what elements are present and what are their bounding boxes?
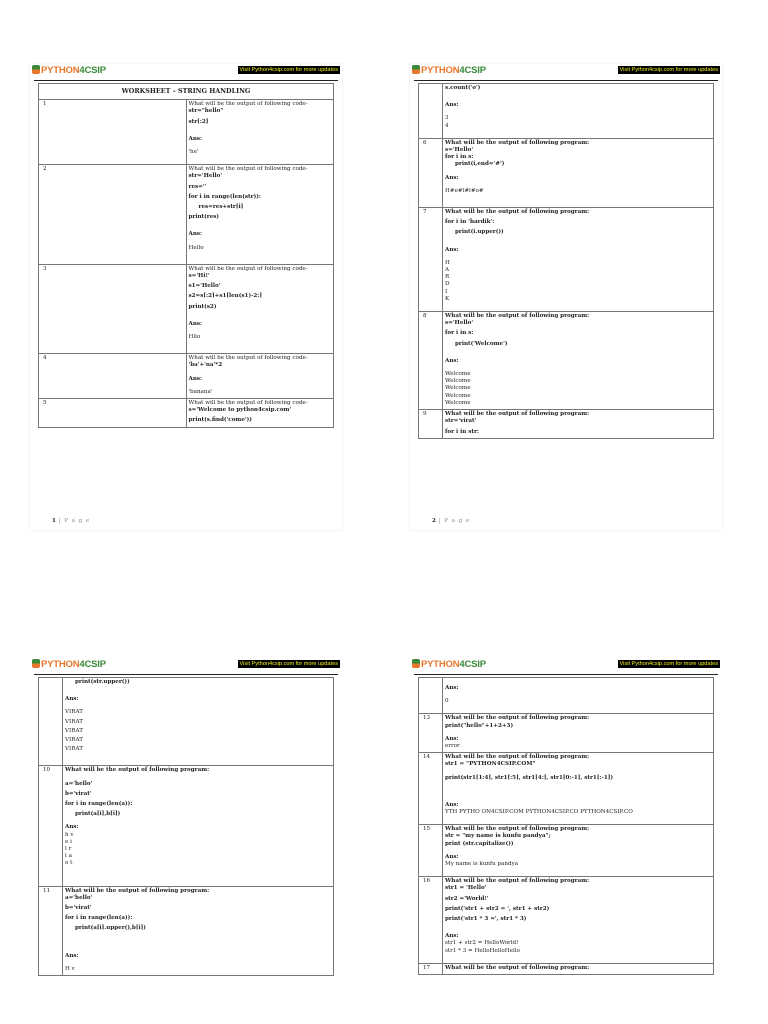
question-prompt: What will be the output of following program: [65,887,210,894]
code-line: for i in s: [445,154,474,161]
code-line: str1 = 'Hello' [445,885,487,892]
question-number: 8 [419,312,443,410]
code-line: print(i.upper()) [455,229,504,236]
code-line: print(a[i],b[i]) [75,811,121,818]
question-prompt: What will be the output of following program: [445,715,590,722]
question-prompt: What will be the output of following program: [445,754,590,761]
question-prompt: What will be the output of following code- [188,101,308,108]
code-line: for i in range(len(str)): [188,193,261,200]
code-line: a='hello' [65,894,93,901]
question-row [39,886,334,975]
answer-line: Welcome [445,385,471,392]
question-body [186,354,334,399]
answer-line: str1 * 3 = HelloHelloHello [445,947,520,954]
python4csip-logo: PYTHON4CSIP [412,65,486,76]
code-line: for i in str: [445,428,479,435]
question-prompt: What will be the output of following program: [445,878,590,885]
code-line: s='Hello' [445,147,474,154]
answer-text: My name is kunfu pandya [445,861,519,868]
question-body [443,877,714,964]
question-body [443,753,714,825]
answer-line: D [445,281,450,288]
question-row [39,100,334,165]
answer-label: Ans: [188,135,203,142]
code-line: print(s2) [188,303,217,310]
question-body [443,312,714,410]
python4csip-logo: PYTHON4CSIP [32,659,106,670]
worksheet-page-2 [410,64,722,530]
answer-text: H#e#l#l#o# [445,187,484,194]
answer-line: VIRAT [65,737,83,744]
question-body [443,963,714,974]
answer-line: Welcome [445,392,471,399]
question-table [418,83,714,439]
question-row [39,678,334,766]
code-line: s1='Hello' [188,283,221,290]
answer-label: Ans: [445,933,459,940]
question-row [419,208,714,312]
answer-line: o t [65,860,73,867]
answer-label: Ans: [445,853,459,860]
question-number: 3 [39,264,187,353]
python-logo-icon [32,659,40,668]
question-body [63,678,334,766]
answer-text: YTH PYTHO ON4CSIP.COM PYTHON4CSIP.CO PYTHON4CSIP.CO [445,809,633,816]
code-line: print(str.upper()) [75,679,130,685]
code-line: str2 ='World!' [445,895,489,902]
question-number: 17 [419,963,443,974]
answer-line: A [445,267,450,274]
worksheet-title: WORKSHEET – STRING HANDLING [39,84,334,100]
answer-line: R [445,274,450,281]
question-number: 4 [39,354,187,399]
answer-text: 3 [445,115,449,122]
question-row [39,354,334,399]
answer-label: Ans: [445,174,459,181]
question-number: 1 [39,100,187,165]
code-line: a='hello' [65,780,93,787]
question-row [419,84,714,139]
code-line: for i in range(len(a)): [65,801,133,808]
code-line: s2=s[:2]+s1[len(s1)-2:] [188,293,263,300]
python-logo-icon [412,65,420,74]
code-line: for i in s: [445,330,474,337]
code-line: print (str.capitalize()) [445,840,514,847]
answer-label: Ans: [445,735,459,742]
question-prompt: What will be the output of following program: [445,209,590,216]
answer-text: Hilo [188,334,201,341]
question-number: 2 [39,165,187,265]
code-line: print('str1 + str2 = ', str1 + str2) [445,905,550,912]
question-table [38,83,334,428]
answer-label: Ans: [188,320,203,327]
question-row [419,753,714,825]
answer-line: l r [65,846,72,853]
python4csip-logo: PYTHON4CSIP [32,65,106,76]
question-prompt: What will be the output of following code- [188,265,308,272]
question-row [39,264,334,353]
question-prompt: What will be the output of following code- [188,166,308,173]
answer-line: VIRAT [65,718,83,725]
python-logo-icon [412,659,420,668]
answer-label: Ans: [445,246,459,253]
question-row [419,714,714,753]
code-line: s='Hi!' [188,273,210,280]
code-line: str = "my name is kunfu pandya"; [445,833,551,840]
question-number: 5 [39,399,187,428]
website-banner[interactable]: Visit Python4csip.com for more updates [619,661,718,667]
question-prompt: What will be the output of following code- [188,400,308,407]
answer-line: I [445,288,448,295]
answer-line: VIRAT [65,727,83,734]
question-prompt: What will be the output of following code- [188,355,308,362]
page-footer: 1 | P a g e [52,518,91,524]
question-row [419,410,714,439]
answer-line: K [445,295,450,302]
question-number: 6 [419,138,443,207]
code-line: s.count('o') [445,85,481,91]
question-number: 13 [419,714,443,753]
question-body [443,678,714,714]
code-line: s='Hello' [445,320,474,327]
answer-text: 4 [445,122,449,129]
code-line: str1 = "PYTHON4CSIP.COM" [445,761,536,768]
code-line: str="hello" [188,108,224,115]
question-number: 9 [419,410,443,439]
website-banner[interactable]: Visit Python4csip.com for more updates [239,661,338,667]
question-number: 7 [419,208,443,312]
page-header [414,64,718,81]
answer-line: Welcome [445,399,471,406]
question-row [419,825,714,877]
question-body [443,825,714,877]
answer-text: 0 [445,698,449,705]
answer-label: Ans: [445,102,459,109]
code-line: res=res+str[i] [198,204,244,211]
answer-label: Ans: [188,231,203,238]
answer-line: str1 + str2 = HelloWorld! [445,940,519,947]
code-line: s='Welcome to python4csip.com' [188,407,292,414]
question-number: 11 [39,886,63,975]
code-line: print(a[i].upper(),b[i]) [75,925,146,932]
question-prompt: What will be the output of following program: [445,411,590,418]
question-row [419,678,714,714]
answer-text: 'banana' [188,388,213,395]
code-line: print('str1 * 3 =', str1 * 3) [445,916,527,923]
code-line: str='virat' [445,418,477,425]
question-row [419,312,714,410]
question-number: 15 [419,825,443,877]
question-row [39,766,334,886]
worksheet-page-4 [410,658,722,1024]
code-line: print(res) [188,214,220,221]
question-prompt: What will be the output of following program: [445,964,590,971]
question-body [443,138,714,207]
answer-label: Ans: [445,801,459,808]
code-line: b='virat' [65,905,92,912]
answer-line: h v [65,831,74,838]
question-prompt: What will be the output of following program: [65,767,210,774]
page-footer: 2 | P a g e [432,518,471,524]
code-line: print(str1[1:4], str1[:5], str1[4:], str1[0:-1], str1[:-1]) [445,774,614,781]
code-line: print(i,end='#') [455,161,505,168]
answer-text: error [445,743,460,750]
question-number: 14 [419,753,443,825]
answer-line: VIRAT [65,709,83,716]
code-line: for i in range(len(a)): [65,915,133,922]
code-line: b='virat' [65,790,92,797]
page-header [414,658,718,675]
question-body [186,100,334,165]
question-prompt: What will be the output of following program: [445,826,590,833]
answer-line: l a [65,853,72,860]
code-line: res='' [188,183,207,190]
question-row [419,963,714,974]
answer-text: 'he' [188,149,199,156]
question-table [418,677,714,975]
page-header [34,658,338,675]
question-prompt: What will be the output of following program: [445,139,590,146]
code-line: str[:2] [188,118,209,125]
question-number: 10 [39,766,63,886]
website-banner[interactable]: Visit Python4csip.com for more updates [619,67,718,73]
python4csip-logo: PYTHON4CSIP [412,659,486,670]
answer-label: Ans: [65,824,79,831]
answer-label: Ans: [188,375,203,382]
question-body [186,264,334,353]
answer-line: Welcome [445,378,471,385]
answer-label: Ans: [445,685,459,691]
question-body [186,165,334,265]
code-line: for i in 'hardik': [445,219,495,226]
answer-line: H v [65,965,75,972]
worksheet-page-1 [30,64,342,530]
answer-line: e i [65,838,72,845]
website-banner[interactable]: Visit Python4csip.com for more updates [239,67,338,73]
question-body [63,886,334,975]
answer-label: Ans: [445,357,459,364]
answer-label: Ans: [65,952,79,959]
answer-line: H [445,259,450,266]
question-row [39,399,334,428]
page-header [34,64,338,81]
answer-text: Hello [188,244,204,251]
python-logo-icon [32,65,40,74]
question-body [443,410,714,439]
question-body [63,766,334,886]
code-line: print(s.find('come')) [188,417,252,424]
question-prompt: What will be the output of following program: [445,313,590,320]
question-table [38,677,334,976]
code-line: print('Welcome') [455,340,508,347]
question-row [419,877,714,964]
answer-line: VIRAT [65,746,83,753]
question-body [443,208,714,312]
code-line: str='Hello' [188,173,223,180]
worksheet-page-3 [30,658,342,1024]
question-row [419,138,714,207]
answer-label: Ans: [65,696,79,703]
question-row [39,165,334,265]
question-body [443,84,714,139]
answer-line: Welcome [445,371,471,378]
code-line: print("hello"+1+2+3) [445,722,514,729]
question-body [186,399,334,428]
question-body [443,714,714,753]
code-line: 'ba'+'na'*2 [188,362,223,369]
question-number: 16 [419,877,443,964]
